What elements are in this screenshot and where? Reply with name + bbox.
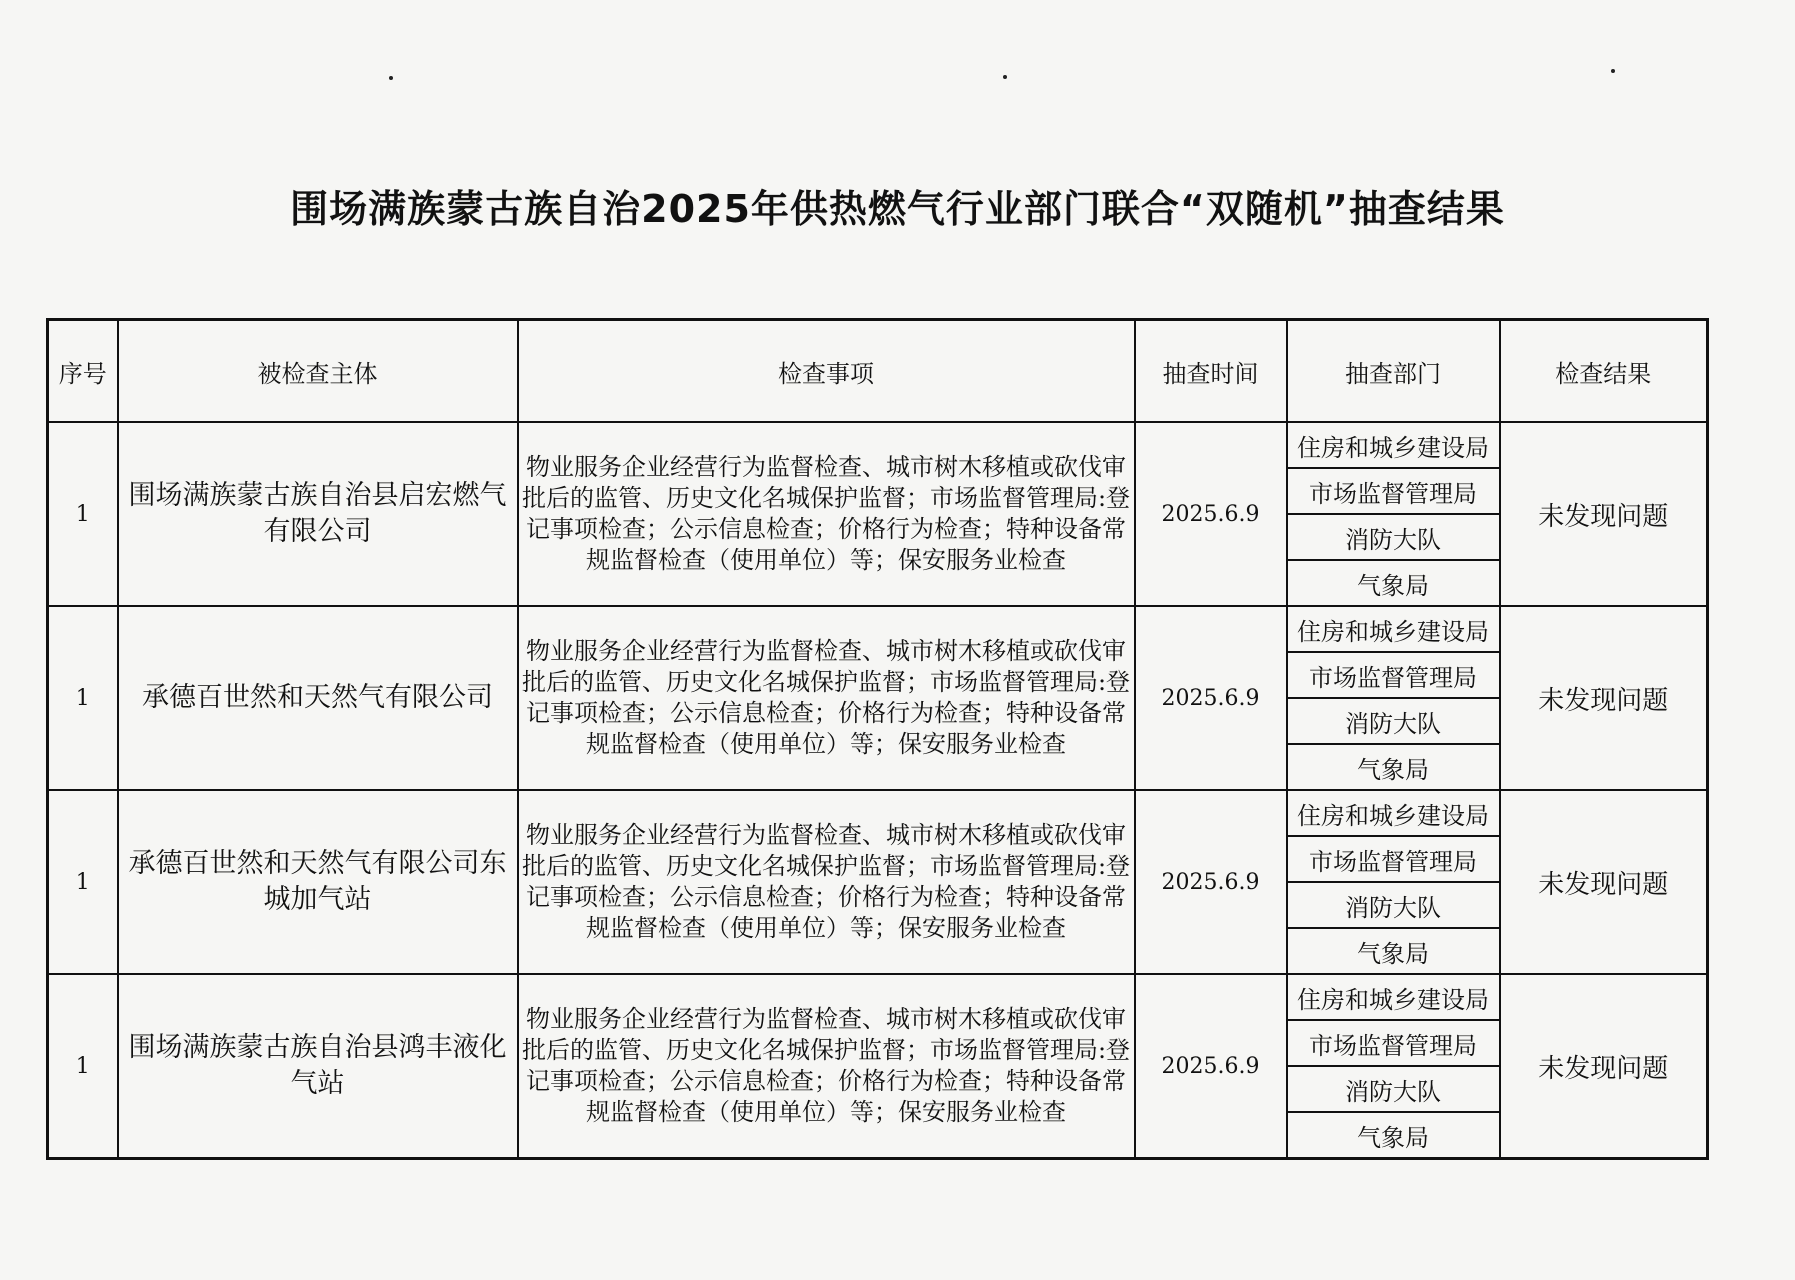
row-depts <box>1287 606 1500 790</box>
header-result: 检查结果 <box>1500 320 1708 423</box>
row-subject: 承德百世然和天然气有限公司 <box>118 606 518 790</box>
results-table <box>46 318 1709 1160</box>
table-row <box>48 606 1708 790</box>
header-depts: 抽查部门 <box>1287 320 1500 423</box>
dept-item: 住房和城乡建设局 <box>1288 791 1499 837</box>
row-subject: 围场满族蒙古族自治县启宏燃气有限公司 <box>118 422 518 606</box>
scan-dot <box>389 76 393 80</box>
dept-item: 住房和城乡建设局 <box>1288 607 1499 653</box>
row-items: 物业服务企业经营行为监督检查、城市树木移植或砍伐审批后的监管、历史文化名城保护监督；市场监督管理局:登记事项检查；公示信息检查；价格行为检查；特种设备常规监督检查（使用单位）等；保安服务业检查 <box>518 606 1135 790</box>
header-items: 检查事项 <box>518 320 1135 423</box>
dept-item: 消防大队 <box>1288 515 1499 561</box>
row-seq: 1 <box>48 422 118 606</box>
dept-item: 消防大队 <box>1288 883 1499 929</box>
row-result: 未发现问题 <box>1500 422 1708 606</box>
dept-item: 气象局 <box>1357 939 1429 968</box>
header-row <box>48 320 1708 423</box>
row-result: 未发现问题 <box>1500 790 1708 974</box>
dept-item: 消防大队 <box>1288 699 1499 745</box>
row-seq: 1 <box>48 974 118 1159</box>
scan-dot <box>1003 75 1007 79</box>
row-items: 物业服务企业经营行为监督检查、城市树木移植或砍伐审批后的监管、历史文化名城保护监督；市场监督管理局:登记事项检查；公示信息检查；价格行为检查；特种设备常规监督检查（使用单位）等；保安服务业检查 <box>518 974 1135 1159</box>
row-subject: 围场满族蒙古族自治县鸿丰液化气站 <box>118 974 518 1159</box>
dept-item: 住房和城乡建设局 <box>1288 423 1499 469</box>
dept-item: 气象局 <box>1357 755 1429 784</box>
row-depts <box>1287 422 1500 606</box>
scan-dot <box>1611 69 1615 73</box>
dept-item: 消防大队 <box>1288 1067 1499 1113</box>
row-date: 2025.6.9 <box>1135 974 1287 1159</box>
row-result: 未发现问题 <box>1500 606 1708 790</box>
dept-item: 气象局 <box>1357 1123 1429 1152</box>
row-result: 未发现问题 <box>1500 974 1708 1159</box>
table-row <box>48 790 1708 974</box>
row-date: 2025.6.9 <box>1135 790 1287 974</box>
header-seq: 序号 <box>48 320 118 423</box>
header-subject: 被检查主体 <box>118 320 518 423</box>
dept-item: 市场监督管理局 <box>1288 837 1499 883</box>
dept-item: 住房和城乡建设局 <box>1288 975 1499 1021</box>
dept-item: 市场监督管理局 <box>1288 653 1499 699</box>
header-date: 抽查时间 <box>1135 320 1287 423</box>
dept-item: 市场监督管理局 <box>1288 469 1499 515</box>
dept-item: 市场监督管理局 <box>1288 1021 1499 1067</box>
row-seq: 1 <box>48 790 118 974</box>
row-depts <box>1287 790 1500 974</box>
row-items: 物业服务企业经营行为监督检查、城市树木移植或砍伐审批后的监管、历史文化名城保护监督；市场监督管理局:登记事项检查；公示信息检查；价格行为检查；特种设备常规监督检查（使用单位）等；保安服务业检查 <box>518 790 1135 974</box>
dept-item: 气象局 <box>1357 571 1429 600</box>
row-seq: 1 <box>48 606 118 790</box>
table-row <box>48 422 1708 606</box>
row-subject: 承德百世然和天然气有限公司东城加气站 <box>118 790 518 974</box>
table-row <box>48 974 1708 1159</box>
page-title: 围场满族蒙古族自治2025年供热燃气行业部门联合“双随机”抽查结果 <box>290 187 1505 231</box>
row-depts <box>1287 974 1500 1159</box>
row-date: 2025.6.9 <box>1135 422 1287 606</box>
row-items: 物业服务企业经营行为监督检查、城市树木移植或砍伐审批后的监管、历史文化名城保护监督；市场监督管理局:登记事项检查；公示信息检查；价格行为检查；特种设备常规监督检查（使用单位）等；保安服务业检查 <box>518 422 1135 606</box>
row-date: 2025.6.9 <box>1135 606 1287 790</box>
